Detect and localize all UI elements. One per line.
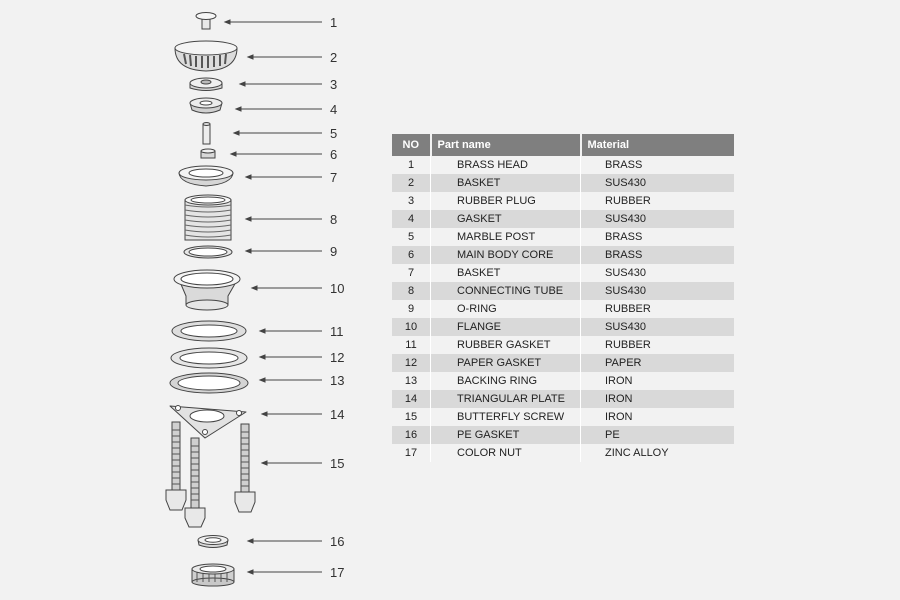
table-row: [392, 372, 734, 390]
table-row: [392, 390, 734, 408]
leader-arrowhead: [262, 461, 267, 465]
cell-part-name: TRIANGULAR PLATE: [431, 390, 581, 408]
leader-arrowhead: [225, 20, 230, 24]
cell-part-name: MARBLE POST: [431, 228, 581, 246]
callout-number: 10: [330, 281, 345, 296]
header-material: Material: [581, 134, 735, 156]
cell-part-name: RUBBER GASKET: [431, 336, 581, 354]
callout-number: 1: [330, 15, 338, 30]
leader-arrowhead: [234, 131, 239, 135]
cell-no: 1: [392, 156, 431, 174]
table-row: [392, 174, 734, 192]
part-marble-post: [203, 123, 210, 145]
cell-no: 15: [392, 408, 431, 426]
cell-material: SUS430: [581, 174, 735, 192]
part-triangular-plate: [170, 406, 246, 439]
cell-no: 11: [392, 336, 431, 354]
leader-arrowhead: [260, 329, 265, 333]
cell-material: IRON: [605, 411, 633, 423]
parts-table: [392, 134, 734, 462]
cell-material: BRASS: [581, 246, 735, 264]
table-header-row: [392, 134, 734, 156]
table-row: [392, 318, 734, 336]
leader-arrowhead: [252, 286, 257, 290]
callout-number: 2: [330, 50, 338, 65]
leader-arrowhead: [236, 107, 241, 111]
part-backing-ring: [170, 373, 248, 393]
cell-part-name: PE GASKET: [431, 426, 581, 444]
cell-no: 16: [392, 426, 431, 444]
callout-number: 4: [330, 102, 338, 117]
header-part-name: Part name: [431, 134, 581, 156]
callout-number: 16: [330, 534, 345, 549]
exploded-parts-diagram: [0, 0, 390, 600]
part-connecting-tube: [185, 195, 231, 240]
callout-number: 8: [330, 212, 338, 227]
cell-no: 14: [392, 390, 431, 408]
leader-arrowhead: [246, 249, 251, 253]
leader-arrowhead: [231, 152, 236, 156]
part-paper-gasket: [171, 348, 247, 368]
part-o-ring: [184, 246, 232, 258]
leader-arrowhead: [246, 175, 251, 179]
leader-arrowhead: [248, 539, 253, 543]
cell-no: 17: [392, 444, 431, 462]
table-row: [392, 264, 734, 282]
cell-no: 9: [392, 300, 431, 318]
table-row: [392, 192, 734, 210]
part-pe-gasket: [198, 536, 228, 548]
cell-part-name: PAPER GASKET: [431, 354, 581, 372]
part-color-nut: [192, 564, 234, 586]
leader-arrowhead: [260, 378, 265, 382]
cell-part-name: O-RING: [431, 300, 581, 318]
part-basket-flange: [179, 166, 233, 186]
cell-material: SUS430: [581, 282, 735, 300]
part-main-body-core: [201, 149, 215, 158]
table-row: [392, 408, 734, 426]
cell-material: SUS430: [605, 267, 646, 279]
leader-arrowhead: [248, 55, 253, 59]
cell-no: 6: [392, 246, 431, 264]
cell-material: RUBBER: [605, 339, 651, 351]
cell-part-name: MAIN BODY CORE: [431, 246, 581, 264]
table-row: [392, 156, 734, 174]
callout-number: 15: [330, 456, 345, 471]
callout-number: 11: [330, 324, 344, 339]
cell-material: PAPER: [581, 354, 735, 372]
table-row: [392, 228, 734, 246]
cell-part-name: BRASS HEAD: [431, 156, 581, 174]
callout-number: 13: [330, 373, 345, 388]
table-row: [392, 426, 734, 444]
parts-table-body: [392, 156, 734, 462]
table-row: [392, 246, 734, 264]
table-row: [392, 282, 734, 300]
cell-no: 12: [392, 354, 431, 372]
callout-number: 5: [330, 126, 338, 141]
cell-no: 7: [392, 264, 431, 282]
cell-material: RUBBER: [605, 195, 651, 207]
cell-no: 4: [392, 210, 431, 228]
cell-material: SUS430: [581, 210, 735, 228]
table-row: [392, 354, 734, 372]
leader-arrowhead: [262, 412, 267, 416]
header-no: NO: [392, 134, 431, 156]
cell-part-name: COLOR NUT: [431, 444, 581, 462]
cell-material: BRASS: [605, 231, 643, 243]
cell-part-name: BACKING RING: [431, 372, 581, 390]
cell-material: SUS430: [581, 318, 735, 336]
part-basket: [175, 41, 237, 71]
leader-arrowhead: [248, 570, 253, 574]
cell-material: RUBBER: [605, 303, 651, 315]
callout-number: 12: [330, 350, 345, 365]
cell-part-name: BUTTERFLY SCREW: [431, 408, 581, 426]
callout-numbers: [330, 15, 344, 580]
part-rubber-gasket: [172, 321, 246, 341]
leader-arrowhead: [240, 82, 245, 86]
cell-part-name: RUBBER PLUG: [431, 192, 581, 210]
part-rubber-plug: [190, 78, 222, 91]
leader-arrowhead: [246, 217, 251, 221]
callout-number: 14: [330, 407, 345, 422]
cell-part-name: GASKET: [431, 210, 581, 228]
table-row: [392, 336, 734, 354]
part-gasket: [190, 98, 222, 113]
callout-number: 7: [330, 170, 338, 185]
callout-number: 6: [330, 147, 338, 162]
callout-number: 17: [330, 565, 345, 580]
callout-number: 9: [330, 244, 338, 259]
cell-part-name: FLANGE: [431, 318, 581, 336]
cell-material: IRON: [605, 375, 633, 387]
table-row: [392, 210, 734, 228]
cell-no: 8: [392, 282, 431, 300]
cell-no: 10: [392, 318, 431, 336]
part-butterfly-screws: [166, 422, 255, 527]
cell-no: 2: [392, 174, 431, 192]
cell-material: BRASS: [605, 159, 643, 171]
cell-material: IRON: [581, 390, 735, 408]
cell-no: 13: [392, 372, 431, 390]
cell-no: 5: [392, 228, 431, 246]
cell-part-name: CONNECTING TUBE: [431, 282, 581, 300]
part-flange: [174, 270, 240, 310]
leader-arrowhead: [260, 355, 265, 359]
table-row: [392, 444, 734, 462]
leader-lines: [225, 20, 322, 574]
cell-no: 3: [392, 192, 431, 210]
cell-part-name: BASKET: [431, 264, 581, 282]
table-row: [392, 300, 734, 318]
cell-part-name: BASKET: [431, 174, 581, 192]
cell-material: PE: [581, 426, 735, 444]
part-brass-head: [196, 13, 216, 30]
cell-material: ZINC ALLOY: [605, 447, 669, 459]
callout-number: 3: [330, 77, 338, 92]
